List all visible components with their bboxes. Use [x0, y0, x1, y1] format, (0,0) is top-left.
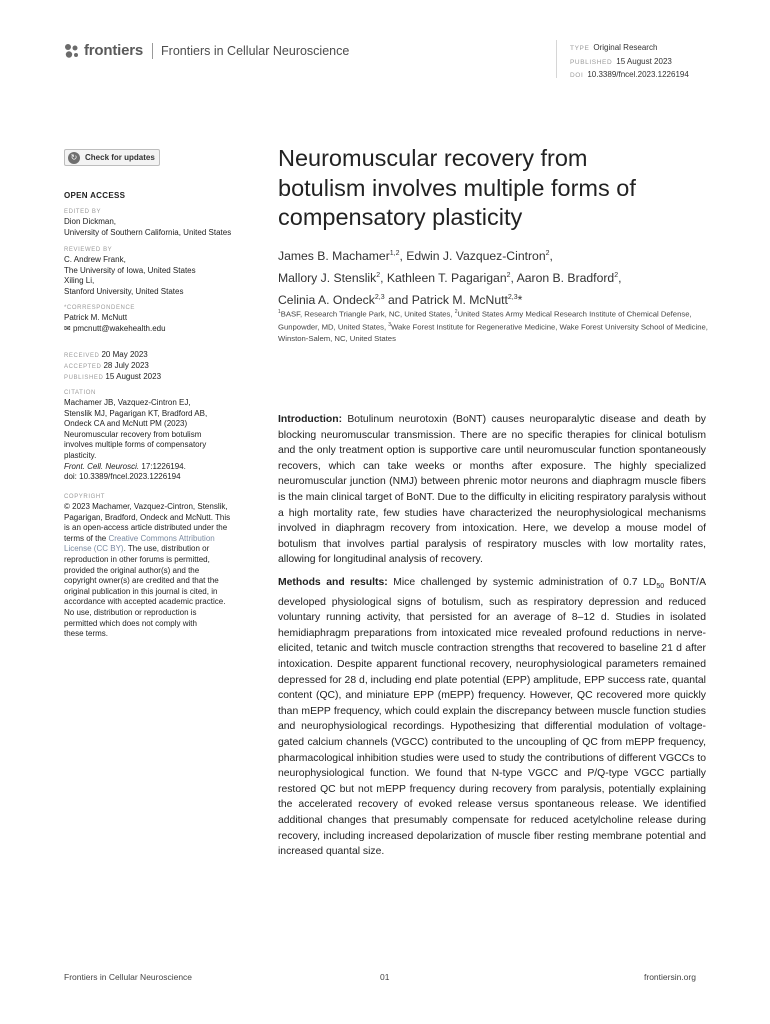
citation-section: CITATION Machamer JB, Vazquez-Cintron EJ, Stenslik MJ, Pagarigan KT, Bradford AB, Ondeck CA and McNutt PM (2023) Neuromuscular recovery from botulism involves multiple forms of compensatory plasticity. Front. Cell. Neurosci. 17:1226194. doi: 10.3389/fncel.2023.1226194 — [64, 389, 264, 483]
open-access-label: OPEN ACCESS — [64, 191, 126, 200]
author[interactable]: Kathleen T. Pagarigan — [386, 271, 507, 286]
cc-license-link[interactable]: Creative Commons Attribution — [108, 533, 215, 543]
affiliations: $^1$BASF, Research Triangle Park, NC, United States, $^2$United States Army Medical Research Institute of Chemical Defense, Gunpowder, MD, United States, $^3$Wake Forest Institute for Regenerative Medicine, Wake Forest University School of Medicine, Winston-Salem, NC, United States — [278, 309, 708, 344]
copyright-section: COPYRIGHT © 2023 Machamer, Vazquez-Cintron, Stenslik, Pagarigan, Bradford, Ondeck and McNutt. This is an open-access article distributed under the terms of the Creative Commons Attribution License (CC BY). The use, distribution or reproduction in other forums is permitted, provided the original author(s) and the copyright owner(s) are credited and that the original publication in this journal is cited, in accordance with accepted academic practice. No use, distribution or reproduction is permitted which does not comply with these terms. — [64, 494, 231, 639]
cc-by-link[interactable]: License (CC BY) — [64, 544, 124, 554]
author[interactable]: Celinia A. Ondeck — [278, 293, 375, 308]
author[interactable]: James B. Machamer — [278, 249, 390, 264]
correspondence-email[interactable]: pmcnutt@wakehealth.edu — [72, 323, 166, 333]
correspondence-section: *CORRESPONDENCE Patrick M. McNutt ✉ pmcnutt@wakehealth.edu — [64, 304, 264, 334]
check-for-updates-button[interactable]: ↻ Check for updates — [64, 149, 160, 166]
brand-name: frontiers — [84, 42, 144, 59]
refresh-icon: ↻ — [68, 152, 80, 164]
meta-published: PUBLISHED 15 August 2023 — [570, 56, 672, 66]
logo-divider — [152, 43, 153, 59]
edited-by-section: EDITED BY Dion Dickman, University of Southern California, United States — [64, 209, 232, 237]
journal-name: Frontiers in Cellular Neuroscience — [161, 43, 350, 58]
footer-site-link[interactable]: frontiersin.org — [644, 972, 696, 982]
page-number: 01 — [380, 972, 390, 982]
abstract — [278, 412, 706, 867]
author[interactable]: Mallory J. Stenslik — [278, 271, 377, 286]
envelope-icon: ✉ — [64, 323, 71, 333]
author[interactable]: Edwin J. Vazquez-Cintron — [406, 249, 546, 264]
frontiers-logo[interactable] — [64, 42, 349, 59]
citation-doi[interactable]: doi: 10.3389/fncel.2023.1226194 — [64, 472, 181, 482]
meta-doi: DOI 10.3389/fncel.2023.1226194 — [570, 70, 689, 79]
author-list: James B. Machamer$^{1,2}$, Edwin J. Vazquez-Cintron$^2$, Mallory J. Stenslik$^2$, Kathleen T. Pagarigan$^2$, Aaron B. Bradford$^2$, Celinia A. Ondeck$^{2,3}$ and Patrick M. McNutt$^{2,3}$* — [278, 249, 622, 308]
doi-link[interactable]: 10.3389/fncel.2023.1226194 — [587, 70, 689, 79]
meta-type: TYPE Original Research — [570, 43, 658, 52]
author[interactable]: Patrick M. McNutt — [411, 293, 508, 308]
frontiers-logo-icon — [64, 43, 80, 59]
article-meta — [570, 42, 689, 83]
meta-divider — [556, 40, 557, 78]
email-row[interactable] — [64, 324, 264, 335]
reviewed-by-section: REVIEWED BY C. Andrew Frank, The University of Iowa, United States Xiling Li, Stanford University, United States — [64, 247, 196, 296]
abstract-methods-results: Methods and results: Mice challenged by systemic administration of 0.7 $LD_{50}$ BoNT/A developed physiological signs of botulism, such as respiratory depression and reduced voluntary running activity, that persisted for an average of 8–12 d. Studies in isolated hemidiaphragm preparations from intoxicated mice revealed profound reductions in nerve-elicited, tetanic and twitch muscle contraction strengths that recovered to baseline 21 d after intoxication. Despite apparent functional recovery, neurophysiological parameters remained depressed for 28 d, including end plate potential (EPP) amplitude, EPP success rate, quantal content (QC), and miniature EPP (mEPP) frequency. However, QC recovered more quickly than mEPP frequency, which could explain the discrepancy between muscle function studies and neurophysiological recordings. Hypothesizing that differential modulation of voltage-gated calcium channels (VGCC) contributed to the uncoupling of QC from mEPP frequency, pharmacological inhibition studies were used to study the contributions of different VGCCs to neurophysiological function. We found that N-type VGCC and P/Q-type VGCC partially restored QC but not mEPP frequency during recovery from paralysis, potentially explaining the accelerated recovery of evoked release versus spontaneous release. We identified additional changes that presumably compensate for reduced acetylcholine release during recovery, including increased depolarization of muscle fiber resting membrane potential and increased quantal size. — [278, 576, 706, 858]
dates-section: RECEIVED 20 May 2023 ACCEPTED 28 July 2023 PUBLISHED 15 August 2023 — [64, 350, 162, 381]
abstract-introduction: Introduction: Botulinum neurotoxin (BoNT) causes neuroparalytic disease and death by blocking neuromuscular transmission. There are no specific therapies for clinical botulism and the only treatment option is supportive care until neuromuscular function spontaneously recovers, which can take weeks or months after exposure. The highly specialized neuromuscular junction (NMJ) between phrenic motor neurons and diaphragm muscle fibers is the main clinical target of BoNT. Due to the difficulty in eliciting respiratory paralysis without a high mortality rate, few studies have characterized the neurophysiological mechanisms involved in diaphragm recovery from intoxication. Here, we develop a mouse model of botulism that involves partial paralysis of respiratory muscles with low mortality rates, allowing for longitudinal analysis of recovery. — [278, 414, 706, 566]
author[interactable]: Aaron B. Bradford — [516, 271, 615, 286]
article-title: Neuromuscular recovery from botulism involves multiple forms of compensatory plasticity — [278, 145, 636, 230]
footer-journal: Frontiers in Cellular Neuroscience — [64, 972, 193, 982]
